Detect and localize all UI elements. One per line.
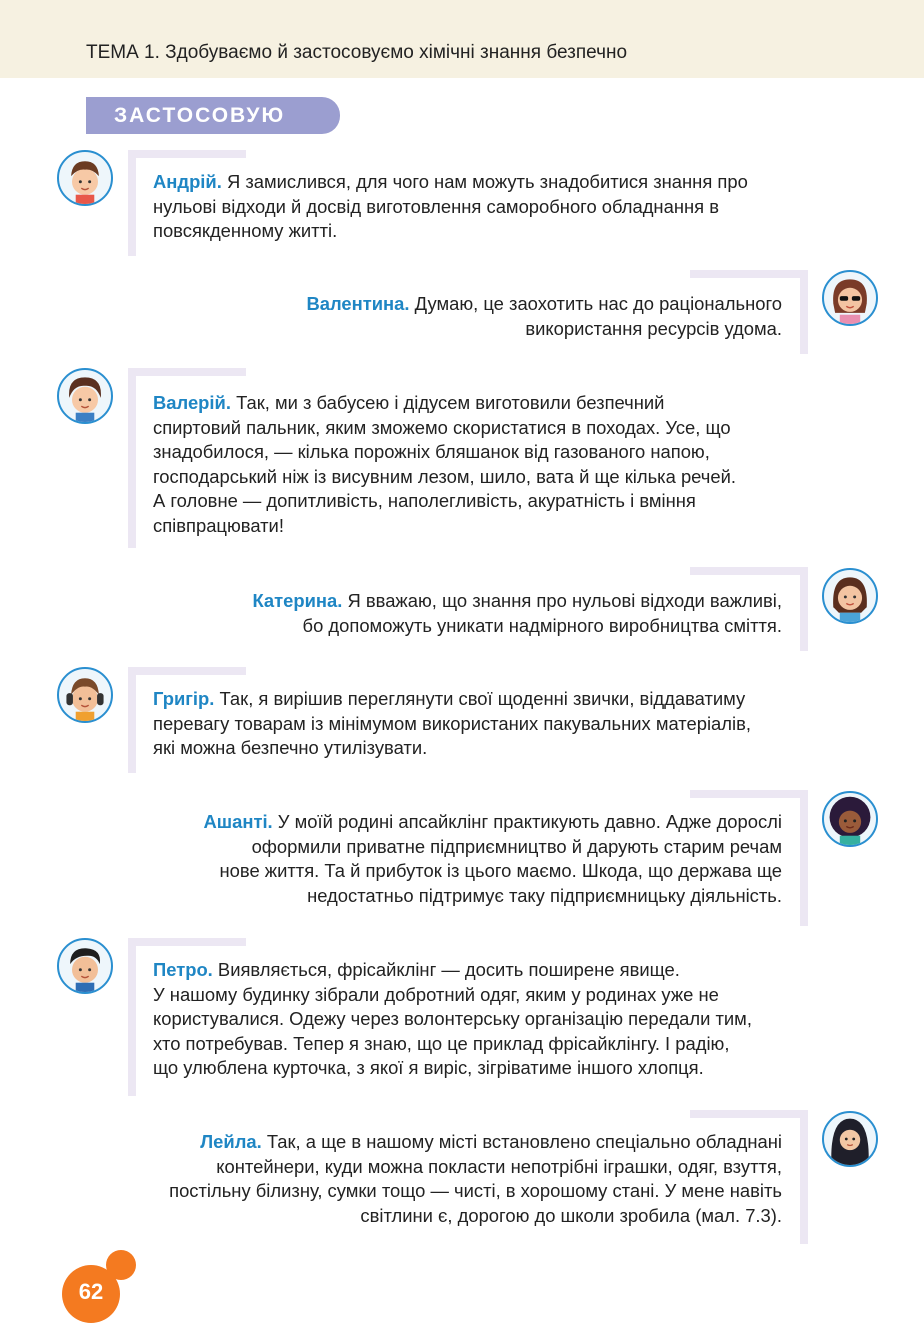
speaker-name: Петро. [153,959,213,980]
dialog-hryhir: Григір. Так, я вирішив переглянути свої щоденні звички, віддаватиму перевагу товарам із мінімумом використаних пакувальних матеріалів, які можна безпечно утилізувати. [153,688,751,759]
page-number: 62 [62,1265,120,1323]
section-tab [86,97,340,134]
speaker-name: Валерій. [153,392,231,413]
dialog-valentyna: Валентина. Думаю, це заохотить нас до раціонального використання ресурсів удома. [306,293,782,339]
girl-avatar-icon [822,568,878,624]
page-header [0,0,924,78]
dialog-valerii: Валерій. Так, ми з бабусею і дідусем виготовили безпечний спиртовий пальник, яким зможемо скористатися в походах. Усе, що знадобилося, — кілька порожніх бляшанок від газованого напою, господарський ніж із висувним лезом, шило, вата й ще кілька речей. А головне — допитливість, наполегливість, акуратність і вміння співпрацювати! [153,392,736,536]
dialog-ashanti: Ашанті. У моїй родині апсайклінг практикують давно. Адже дорослі оформили приватне підприємництво й дарують старим речам нове життя. Та й прибуток із цього маємо. Шкода, що держава ще недостатньо підтримує таку підприємницьку діяльність. [203,811,782,906]
dialog-kateryna: Катерина. Я вважаю, що знання про нульові відходи важливі, бо допоможуть уникати надмірного виробництва сміття. [252,590,782,636]
speaker-name: Валентина. [306,293,410,314]
dialog-andrii: Андрій. Я замислився, для чого нам можуть знадобитися знання про нульові відходи й досвід виготовлення саморобного обладнання в повсякденному житті. [153,171,748,242]
girl-sunglasses-avatar-icon [822,270,878,326]
girl-hijab-avatar-icon [822,1111,878,1167]
boy-avatar-icon [57,150,113,206]
speaker-name: Катерина. [252,590,343,611]
dialog-leila: Лейла. Так, а ще в нашому місті встановлено спеціально обладнані контейнери, куди можна покласти непотрібні іграшки, одяг, взуття, постільну білизну, сумки тощо — чисті, в хорошому стані. У мене навіть світлини є, дорогою до школи зробила (мал. 7.3). [169,1131,782,1226]
speaker-name: Лейла. [200,1131,262,1152]
boy-curly-avatar-icon [57,368,113,424]
boy-headphones-avatar-icon [57,667,113,723]
speaker-name: Ашанті. [203,811,273,832]
header-title: ТЕМА 1. Здобуваємо й застосовуємо хімічні знання безпечно [86,42,628,63]
section-label: ЗАСТОСОВУЮ [114,104,286,127]
dialog-petro: Петро. Виявляється, фрісайклінг — досить поширене явище. У нашому будинку зібрали добротний одяг, яким у родинах уже не користувалися. Одежу через волонтерську організацію передали тим, хто потребував. Тепер я знаю, що це приклад фрісайклінгу. І радію, що улюблена курточка, з якої я виріс, зігріватиме іншого хлопця. [153,959,752,1079]
boy-dark-hair-avatar-icon [57,938,113,994]
speaker-name: Андрій. [153,171,222,192]
girl-curly-avatar-icon [822,791,878,847]
speaker-name: Григір. [153,688,215,709]
